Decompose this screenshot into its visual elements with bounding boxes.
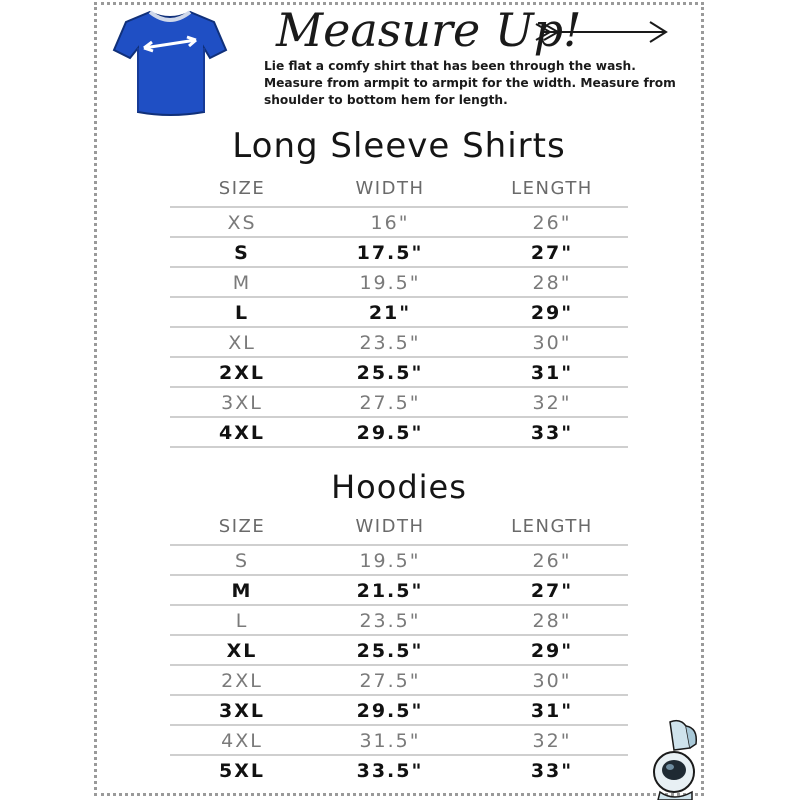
table-row: [170, 386, 628, 416]
length-cell: 27": [530, 242, 574, 264]
length-cell: 27": [530, 580, 574, 602]
table-row: [170, 236, 628, 266]
column-header-size: SIZE: [218, 178, 266, 199]
length-cell: 33": [530, 422, 574, 444]
table-header: [170, 516, 628, 544]
hoodies-title: Hoodies: [331, 468, 467, 506]
size-cell: S: [234, 242, 250, 264]
table-row: [170, 634, 628, 664]
length-cell: 26": [532, 550, 572, 572]
width-cell: 19.5": [359, 272, 421, 294]
column-header-length: LENGTH: [511, 178, 593, 199]
width-cell: 19.5": [359, 550, 421, 572]
length-cell: 31": [530, 362, 574, 384]
size-cell: M: [231, 580, 253, 602]
length-cell: 29": [530, 302, 574, 324]
length-cell: 28": [532, 610, 572, 632]
size-cell: M: [232, 272, 252, 294]
length-cell: 33": [530, 760, 574, 782]
size-cell: 2XL: [219, 362, 265, 384]
page-title: Measure Up!: [276, 3, 582, 57]
table-row: [170, 206, 628, 236]
table-row: [170, 724, 628, 754]
size-cell: XS: [227, 212, 257, 234]
width-cell: 21.5": [356, 580, 424, 602]
size-cell: XL: [228, 332, 256, 354]
column-header-width: WIDTH: [355, 178, 425, 199]
size-cell: L: [235, 610, 249, 632]
hoodies-size-table: [170, 516, 628, 784]
table-row: [170, 544, 628, 574]
width-cell: 29.5": [356, 422, 424, 444]
table-row: [170, 694, 628, 724]
table-row: [170, 416, 628, 448]
table-row: [170, 754, 628, 784]
length-cell: 32": [532, 392, 572, 414]
width-cell: 27.5": [359, 670, 421, 692]
width-cell: 29.5": [356, 700, 424, 722]
length-cell: 32": [532, 730, 572, 752]
long-sleeve-size-table: [170, 178, 628, 448]
length-cell: 30": [532, 332, 572, 354]
column-header-width: WIDTH: [355, 516, 425, 537]
table-row: [170, 356, 628, 386]
astronaut-mascot-icon: [646, 718, 708, 800]
size-cell: 2XL: [221, 670, 263, 692]
length-cell: 30": [532, 670, 572, 692]
table-row: [170, 296, 628, 326]
size-cell: 4XL: [219, 422, 265, 444]
table-header: [170, 178, 628, 206]
size-cell: 3XL: [221, 392, 263, 414]
width-cell: 17.5": [356, 242, 424, 264]
size-cell: 5XL: [219, 760, 265, 782]
length-cell: 26": [532, 212, 572, 234]
width-cell: 33.5": [356, 760, 424, 782]
column-header-size: SIZE: [218, 516, 266, 537]
length-cell: 31": [530, 700, 574, 722]
width-cell: 23.5": [359, 610, 421, 632]
width-cell: 16": [370, 212, 410, 234]
size-cell: L: [234, 302, 250, 324]
width-cell: 25.5": [356, 640, 424, 662]
size-cell: S: [234, 550, 250, 572]
size-cell: 3XL: [219, 700, 265, 722]
width-cell: 27.5": [359, 392, 421, 414]
table-row: [170, 664, 628, 694]
width-cell: 23.5": [359, 332, 421, 354]
width-cell: 25.5": [356, 362, 424, 384]
width-cell: 21": [368, 302, 412, 324]
table-row: [170, 266, 628, 296]
length-cell: 28": [532, 272, 572, 294]
table-row: [170, 604, 628, 634]
length-cell: 29": [530, 640, 574, 662]
tshirt-measure-icon: [110, 4, 230, 120]
width-cell: 31.5": [359, 730, 421, 752]
table-row: [170, 326, 628, 356]
table-row: [170, 574, 628, 604]
long-sleeve-title: Long Sleeve Shirts: [232, 126, 566, 166]
measuring-instructions: Lie flat a comfy shirt that has been through the wash. Measure from armpit to armpit for the width. Measure from shoulder to bottom hem for length.: [264, 59, 676, 107]
arrow-right-icon: [532, 18, 672, 46]
column-header-length: LENGTH: [511, 516, 593, 537]
size-cell: 4XL: [221, 730, 263, 752]
size-cell: XL: [226, 640, 258, 662]
